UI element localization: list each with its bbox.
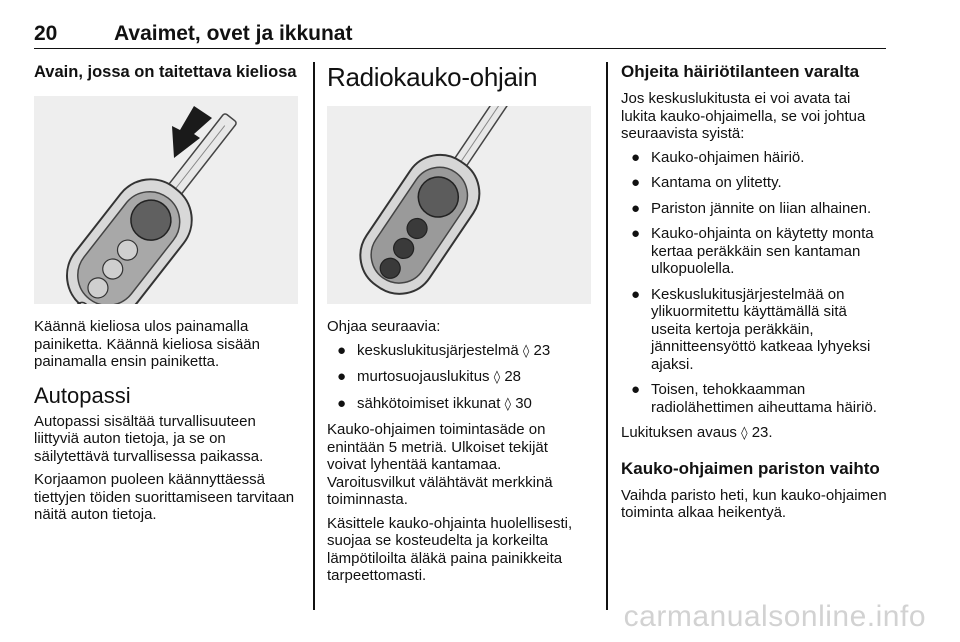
column-right <box>621 62 889 528</box>
bullet: ● <box>631 225 641 242</box>
watermark: carmanualsonline.info <box>623 600 926 633</box>
list-item: ● Kauko-ohjainta on käytetty monta kertaa peräkkäin sen kantaman ulkopuolella. <box>631 225 874 277</box>
range-paragraph: Kauko-ohjaimen toimintasäde on enintään 5 metriä. Ulkoiset tekijät voivat lyhentää kantamaa. Varoitusvilkut välähtävät merkkinä toiminnasta. <box>327 421 553 508</box>
column-divider <box>313 62 315 610</box>
column-left <box>34 62 298 530</box>
bullet: ● <box>337 368 347 385</box>
bullet: ● <box>631 381 641 398</box>
list-item: ● murtosuojauslukitus ◊ 28 <box>337 368 522 385</box>
remote-intro: Ohjaa seuraavia: <box>327 318 441 335</box>
list-item: ● Keskuslukitusjärjestelmää on ylikuormitettu käyttämällä sitä useita kertoja peräkkäin, jännitteensyöttö katkeaa lyhyeksi ajaksi. <box>631 285 871 373</box>
fault-intro: Jos keskuslukitusta ei voi avata tai lukita kauko-ohjaimella, se voi johtua seuraavista syistä: <box>621 90 866 142</box>
fault-causes-list <box>621 149 889 417</box>
chapter-title: Avaimet, ovet ja ikkunat <box>114 22 353 45</box>
bullet: ● <box>631 174 641 191</box>
list-item: ● Kauko-ohjaimen häiriö. <box>631 148 805 166</box>
remote-control-list <box>327 342 591 414</box>
autopassi-paragraph-2: Korjaamon puoleen käännyttäessä tiettyjen töiden suorittamiseen tarvitaan näitä auton tietoja. <box>34 471 295 523</box>
care-paragraph: Käsittele kauko-ohjainta huolellisesti, suojaa se kosteudelta ja korkeilta lämpötiloilta äläkä paina painikkeita tarpeettomasti. <box>327 514 573 584</box>
column-divider <box>606 62 608 610</box>
section-heading-fault: Ohjeita häiriötilanteen varalta <box>621 62 860 81</box>
bullet: ● <box>631 285 641 303</box>
bullet: ● <box>631 199 641 217</box>
figure-caption: Käännä kieliosa ulos painamalla painiketta. Käännä kieliosa sisään painamalla ensin painiketta. <box>34 318 260 370</box>
list-item: ● keskuslukitusjärjestelmä ◊ 23 <box>337 341 551 359</box>
xref-icon: ◊ <box>522 343 530 359</box>
section-heading-battery: Kauko-ohjaimen pariston vaihto <box>621 458 880 478</box>
page-reference[interactable]: 23. <box>751 424 773 441</box>
page-reference[interactable]: 28 <box>504 368 522 385</box>
section-heading-autopassi: Autopassi <box>34 382 131 408</box>
section-heading-remote: Radiokauko-ohjain <box>327 62 538 92</box>
folding-key-image <box>34 96 298 304</box>
page-number: 20 <box>34 22 58 45</box>
remote-control-image <box>327 106 591 304</box>
column-middle <box>327 62 591 591</box>
autopassi-paragraph-1: Autopassi sisältää turvallisuuteen liittyviä auton tietoja, ja se on säilytettävä turvallisessa paikassa. <box>34 412 264 465</box>
section-heading-folding-key: Avain, jossa on taitettava kieliosa <box>34 63 297 81</box>
remote-control-illustration <box>327 106 591 304</box>
list-item: ● Pariston jännite on liian alhainen. <box>631 199 872 217</box>
list-item: ● Kantama on ylitetty. <box>631 174 782 191</box>
page-reference[interactable]: 30 <box>515 394 532 412</box>
list-item: ● sähkötoimiset ikkunat ◊ 30 <box>337 394 532 412</box>
bullet: ● <box>337 341 347 359</box>
list-item: ● Toisen, tehokkaamman radiolähettimen aiheuttama häiriö. <box>631 381 877 416</box>
page-header <box>34 16 886 49</box>
battery-paragraph: Vaihda paristo heti, kun kauko-ohjaimen toiminta alkaa heikentyä. <box>621 486 887 521</box>
bullet: ● <box>631 148 641 166</box>
page-reference[interactable]: 23 <box>533 341 551 359</box>
unlock-reference: Lukituksen avaus ◊ 23. <box>621 424 773 441</box>
xref-icon: ◊ <box>493 370 501 385</box>
xref-icon: ◊ <box>741 426 748 441</box>
folding-key-illustration <box>34 96 298 304</box>
xref-icon: ◊ <box>504 396 512 412</box>
bullet: ● <box>337 394 347 412</box>
